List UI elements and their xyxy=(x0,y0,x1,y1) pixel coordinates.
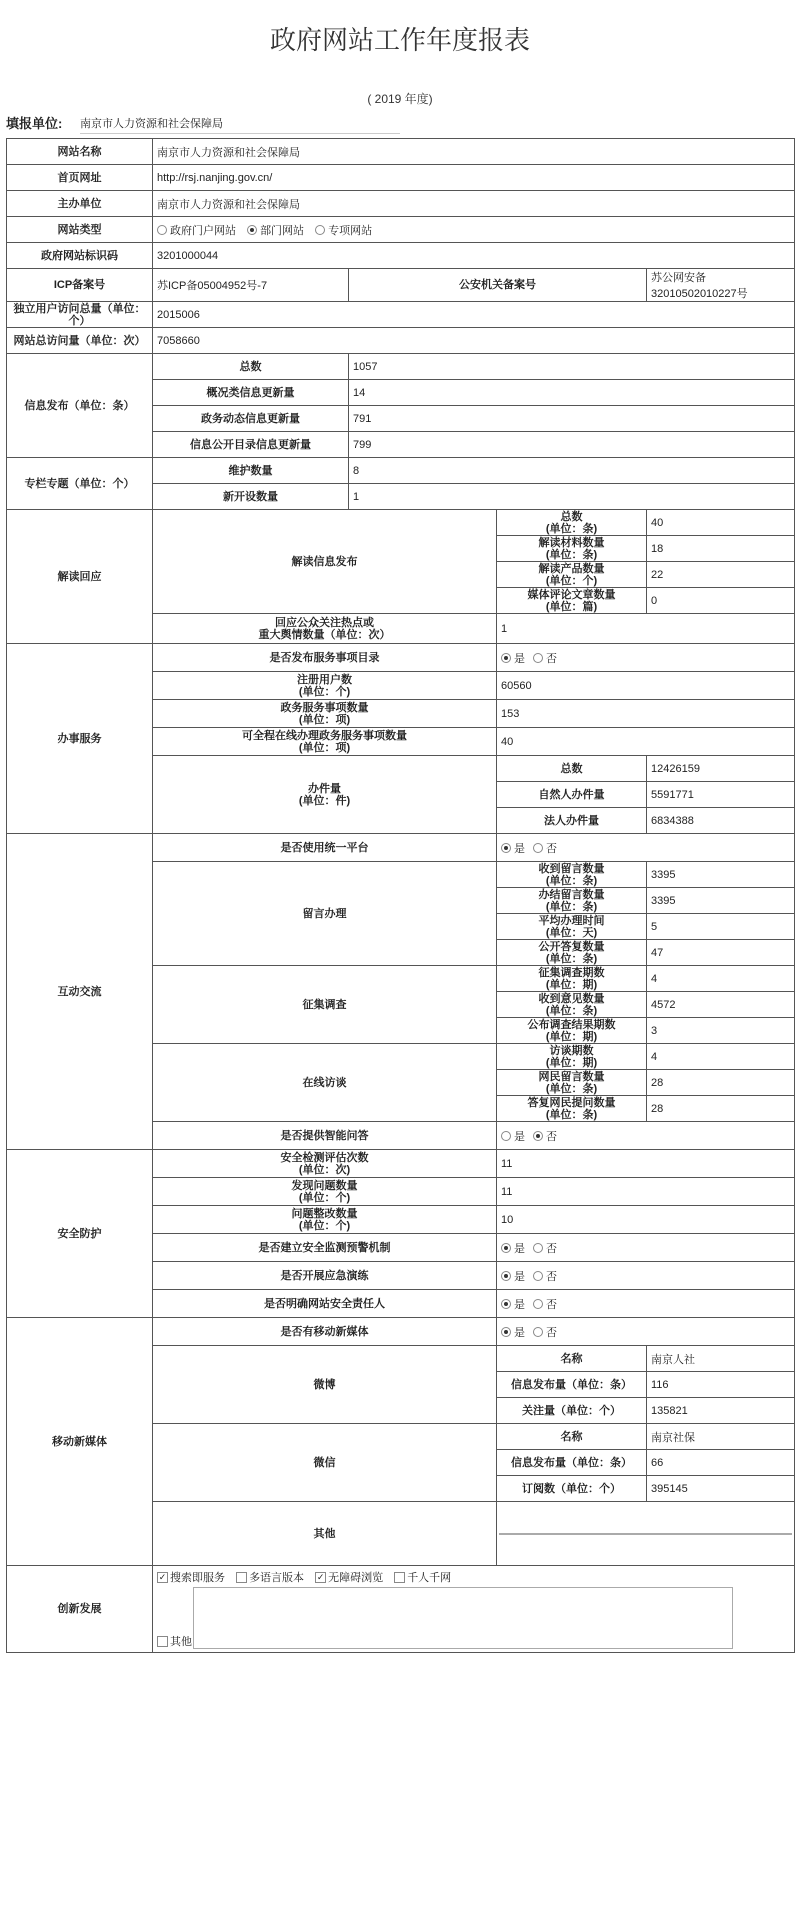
column-row-label: 新开设数量 xyxy=(153,484,349,510)
smart-qa-options xyxy=(497,1122,795,1150)
option-yes: 是 xyxy=(514,652,525,665)
emergency-drill-options xyxy=(497,1262,795,1290)
option-yes: 是 xyxy=(514,1326,525,1339)
other-media-label: 其他 xyxy=(153,1502,497,1566)
option-no: 否 xyxy=(546,1242,557,1255)
option-portal: 政府门户网站 xyxy=(170,224,236,237)
option-no: 否 xyxy=(546,652,557,665)
option-department: 部门网站 xyxy=(260,224,305,237)
survey-label: 征集调查 xyxy=(153,966,497,1044)
interview-label: 在线访谈 xyxy=(153,1044,497,1122)
option-multilingual: 多语言版本 xyxy=(249,1572,305,1584)
message-row-value: 5 xyxy=(647,914,795,940)
option-no: 否 xyxy=(546,1326,557,1339)
interpret-row-value: 40 xyxy=(647,510,795,536)
volume-row-value: 5591771 xyxy=(647,782,795,808)
info-row-value: 791 xyxy=(349,406,795,432)
info-row-label: 信息公开目录信息更新量 xyxy=(153,432,349,458)
filing-unit-label: 填报单位: xyxy=(6,116,63,131)
radio-no[interactable] xyxy=(533,1299,543,1309)
uv-value: 2015006 xyxy=(153,302,795,328)
option-yes: 是 xyxy=(514,1298,525,1311)
filing-unit-value: 南京市人力资源和社会保障局 xyxy=(80,115,400,134)
media-section-label: 移动新媒体 xyxy=(7,1318,153,1566)
checkbox-search-service[interactable]: ✓ xyxy=(158,1571,167,1582)
uv-label: 独立用户访问总量（单位：个） xyxy=(7,302,153,328)
radio-yes[interactable] xyxy=(501,653,511,663)
option-special: 专项网站 xyxy=(328,224,373,237)
other-media-cell xyxy=(497,1502,795,1566)
survey-row-label: 征集调查期数 (单位：期) xyxy=(497,966,647,992)
volume-row-label: 总数 xyxy=(497,756,647,782)
wechat-row-label: 名称 xyxy=(497,1424,647,1450)
option-no: 否 xyxy=(546,1130,557,1143)
radio-no[interactable] xyxy=(533,1271,543,1281)
security-row-value: 10 xyxy=(497,1206,795,1234)
interpret-section-label: 解读回应 xyxy=(7,510,153,644)
radio-yes[interactable] xyxy=(501,1271,511,1281)
interpret-row-label: 总数 (单位：条) xyxy=(497,510,647,536)
security-row-label: 发现问题数量 (单位：个) xyxy=(153,1178,497,1206)
info-row-label: 总数 xyxy=(153,354,349,380)
survey-row-value: 4 xyxy=(647,966,795,992)
page-title: 政府网站工作年度报表 xyxy=(269,25,530,55)
warning-mechanism-options xyxy=(497,1234,795,1262)
survey-row-label: 公布调查结果期数 (单位：期) xyxy=(497,1018,647,1044)
site-type-label: 网站类型 xyxy=(7,217,153,243)
response-value: 1 xyxy=(497,614,795,644)
other-media-textarea[interactable] xyxy=(499,1533,792,1535)
security-row-value: 11 xyxy=(497,1150,795,1178)
host-value: 南京市人力资源和社会保障局 xyxy=(153,191,795,217)
info-row-value: 799 xyxy=(349,432,795,458)
radio-yes[interactable] xyxy=(501,1327,511,1337)
volume-row-label: 自然人办件量 xyxy=(497,782,647,808)
security-owner-label: 是否明确网站安全责任人 xyxy=(153,1290,497,1318)
interview-row-value: 28 xyxy=(647,1070,795,1096)
wechat-label: 微信 xyxy=(153,1424,497,1502)
weibo-row-value: 南京人社 xyxy=(647,1346,795,1372)
innovate-options xyxy=(153,1566,795,1653)
message-row-label: 收到留言数量 (单位：条) xyxy=(497,862,647,888)
online-items-label: 可全程在线办理政务服务事项数量 (单位：项) xyxy=(153,728,497,756)
volume-row-value: 6834388 xyxy=(647,808,795,834)
radio-special[interactable] xyxy=(315,225,325,235)
wechat-row-value: 66 xyxy=(647,1450,795,1476)
column-row-value: 8 xyxy=(349,458,795,484)
home-url-label: 首页网址 xyxy=(7,165,153,191)
service-items-label: 政务服务事项数量 (单位：项) xyxy=(153,700,497,728)
service-section-label: 办事服务 xyxy=(7,644,153,834)
column-row-value: 1 xyxy=(349,484,795,510)
option-yes: 是 xyxy=(514,842,525,855)
radio-yes[interactable] xyxy=(501,1243,511,1253)
option-personalized: 千人千网 xyxy=(407,1572,452,1584)
option-no: 否 xyxy=(546,842,557,855)
interview-row-label: 访谈期数 (单位：期) xyxy=(497,1044,647,1070)
info-row-value: 14 xyxy=(349,380,795,406)
report-table xyxy=(6,138,795,1653)
option-other: 其他 xyxy=(170,1636,192,1648)
pv-label: 网站总访问量（单位：次） xyxy=(7,328,153,354)
interview-row-label: 答复网民提问数量 (单位：条) xyxy=(497,1096,647,1122)
site-id-label: 政府网站标识码 xyxy=(7,243,153,269)
message-row-label: 办结留言数量 (单位：条) xyxy=(497,888,647,914)
smart-qa-label: 是否提供智能问答 xyxy=(153,1122,497,1150)
pv-value: 7058660 xyxy=(153,328,795,354)
option-no: 否 xyxy=(546,1298,557,1311)
message-row-value: 3395 xyxy=(647,888,795,914)
radio-portal[interactable] xyxy=(157,225,167,235)
survey-row-label: 收到意见数量 (单位：条) xyxy=(497,992,647,1018)
interpret-row-label: 解读产品数量 (单位：个) xyxy=(497,562,647,588)
radio-yes[interactable] xyxy=(501,843,511,853)
interpret-row-value: 22 xyxy=(647,562,795,588)
weibo-row-label: 信息发布量（单位：条） xyxy=(497,1372,647,1398)
interview-row-value: 4 xyxy=(647,1044,795,1070)
option-yes: 是 xyxy=(514,1270,525,1283)
weibo-row-value: 116 xyxy=(647,1372,795,1398)
security-row-label: 安全检测评估次数 (单位：次) xyxy=(153,1150,497,1178)
interview-row-value: 28 xyxy=(647,1096,795,1122)
interpret-row-label: 媒体评论文章数量 (单位：篇) xyxy=(497,588,647,614)
platform-label: 是否使用统一平台 xyxy=(153,834,497,862)
radio-yes[interactable] xyxy=(501,1131,511,1141)
weibo-label: 微博 xyxy=(153,1346,497,1424)
report-year: ( 2019 年度) xyxy=(367,92,433,106)
volume-label: 办件量 (单位：件) xyxy=(153,756,497,834)
info-row-label: 概况类信息更新量 xyxy=(153,380,349,406)
survey-row-value: 4572 xyxy=(647,992,795,1018)
weibo-row-label: 名称 xyxy=(497,1346,647,1372)
radio-no[interactable] xyxy=(533,1327,543,1337)
message-row-value: 47 xyxy=(647,940,795,966)
site-name-value: 南京市人力资源和社会保障局 xyxy=(153,139,795,165)
interpret-release-label: 解读信息发布 xyxy=(153,510,497,614)
interpret-row-value: 0 xyxy=(647,588,795,614)
registered-users-value: 60560 xyxy=(497,672,795,700)
option-yes: 是 xyxy=(514,1130,525,1143)
registered-users-label: 注册用户数 (单位：个) xyxy=(153,672,497,700)
radio-department[interactable] xyxy=(247,225,257,235)
message-label: 留言办理 xyxy=(153,862,497,966)
message-row-value: 3395 xyxy=(647,862,795,888)
interpret-row-value: 18 xyxy=(647,536,795,562)
innovate-other-textarea[interactable] xyxy=(193,1587,733,1649)
volume-row-label: 法人办件量 xyxy=(497,808,647,834)
security-owner-options xyxy=(497,1290,795,1318)
info-section-label: 信息发布（单位：条） xyxy=(7,354,153,458)
emergency-drill-label: 是否开展应急演练 xyxy=(153,1262,497,1290)
interact-section-label: 互动交流 xyxy=(7,834,153,1150)
interpret-row-label: 解读材料数量 (单位：条) xyxy=(497,536,647,562)
column-row-label: 维护数量 xyxy=(153,458,349,484)
home-url-value: http://rsj.nanjing.gov.cn/ xyxy=(153,165,795,191)
police-label: 公安机关备案号 xyxy=(349,269,647,302)
radio-no[interactable] xyxy=(533,653,543,663)
security-row-label: 问题整改数量 (单位：个) xyxy=(153,1206,497,1234)
weibo-row-label: 关注量（单位：个） xyxy=(497,1398,647,1424)
wechat-row-label: 订阅数（单位：个） xyxy=(497,1476,647,1502)
site-name-label: 网站名称 xyxy=(7,139,153,165)
radio-no[interactable] xyxy=(533,843,543,853)
survey-row-value: 3 xyxy=(647,1018,795,1044)
radio-no[interactable] xyxy=(533,1131,543,1141)
message-row-label: 平均办理时间 (单位：天) xyxy=(497,914,647,940)
info-row-value: 1057 xyxy=(349,354,795,380)
platform-options xyxy=(497,834,795,862)
option-no: 否 xyxy=(546,1270,557,1283)
innovate-section-label: 创新发展 xyxy=(7,1566,153,1653)
site-id-value: 3201000044 xyxy=(153,243,795,269)
police-value: 苏公网安备 32010502010227号 xyxy=(647,269,795,302)
radio-yes[interactable] xyxy=(501,1299,511,1309)
security-section-label: 安全防护 xyxy=(7,1150,153,1318)
warning-mechanism-label: 是否建立安全监测预警机制 xyxy=(153,1234,497,1262)
checkbox-personalized[interactable] xyxy=(394,1572,405,1583)
checkbox-multilingual[interactable] xyxy=(236,1572,247,1583)
service-catalog-label: 是否发布服务事项目录 xyxy=(153,644,497,672)
security-row-value: 11 xyxy=(497,1178,795,1206)
host-label: 主办单位 xyxy=(7,191,153,217)
option-search-service: 搜索即服务 xyxy=(170,1572,225,1584)
interview-row-label: 网民留言数量 (单位：条) xyxy=(497,1070,647,1096)
wechat-row-value: 395145 xyxy=(647,1476,795,1502)
site-type-options xyxy=(153,217,795,243)
service-catalog-options xyxy=(497,644,795,672)
checkbox-accessibility[interactable]: ✓ xyxy=(316,1571,325,1582)
has-media-options xyxy=(497,1318,795,1346)
message-row-label: 公开答复数量 (单位：条) xyxy=(497,940,647,966)
volume-row-value: 12426159 xyxy=(647,756,795,782)
info-row-label: 政务动态信息更新量 xyxy=(153,406,349,432)
icp-label: ICP备案号 xyxy=(7,269,153,302)
response-label: 回应公众关注热点或 重大舆情数量（单位：次） xyxy=(153,614,497,644)
has-media-label: 是否有移动新媒体 xyxy=(153,1318,497,1346)
checkbox-other[interactable] xyxy=(157,1636,168,1647)
wechat-row-value: 南京社保 xyxy=(647,1424,795,1450)
wechat-row-label: 信息发布量（单位：条） xyxy=(497,1450,647,1476)
column-section-label: 专栏专题（单位：个） xyxy=(7,458,153,510)
service-items-value: 153 xyxy=(497,700,795,728)
radio-no[interactable] xyxy=(533,1243,543,1253)
option-accessibility: 无障碍浏览 xyxy=(328,1572,384,1584)
icp-value: 苏ICP备05004952号-7 xyxy=(153,269,349,302)
online-items-value: 40 xyxy=(497,728,795,756)
option-yes: 是 xyxy=(514,1242,525,1255)
weibo-row-value: 135821 xyxy=(647,1398,795,1424)
